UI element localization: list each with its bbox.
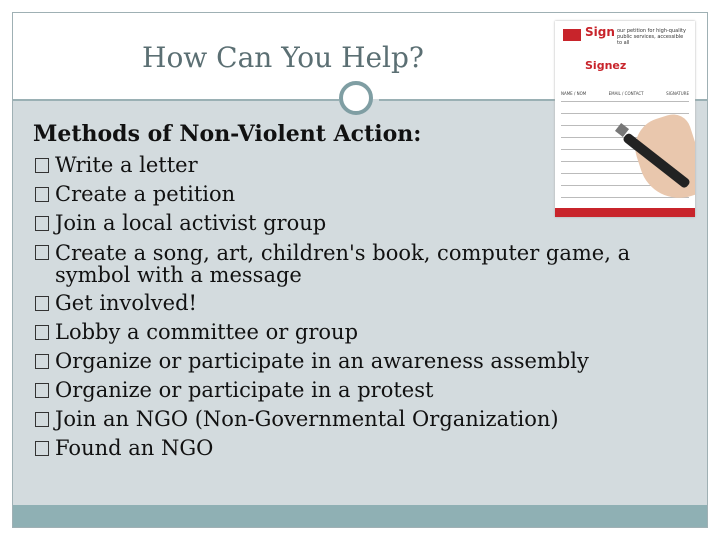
square-bullet-icon: [35, 296, 49, 311]
content-heading: Methods of Non-Violent Action:: [33, 121, 422, 147]
bullet-text: Get involved!: [55, 291, 197, 315]
square-bullet-icon: [35, 383, 49, 398]
bullet-item: [33, 209, 673, 238]
bullet-item: [33, 405, 673, 434]
petition-col-email: EMAIL / CONTACT: [608, 91, 644, 96]
petition-tagline: our petition for high-quality public services, accessible to all: [617, 28, 686, 46]
bullet-item: [33, 318, 673, 347]
bullet-text: Write a letter: [55, 153, 198, 177]
bullet-item: [33, 376, 673, 405]
footer-bar: [13, 505, 707, 527]
slide-title: How Can You Help?: [142, 41, 424, 74]
circle-ornament-icon: [339, 81, 373, 115]
bullet-item: [33, 238, 673, 289]
bullet-text: Organize or participate in an awareness assembly: [55, 349, 589, 373]
square-bullet-icon: [35, 325, 49, 340]
slide: [12, 12, 708, 528]
square-bullet-icon: [35, 216, 49, 231]
square-bullet-icon: [35, 412, 49, 427]
bullet-item: [33, 180, 673, 209]
square-bullet-icon: [35, 354, 49, 369]
bullet-text: Create a song, art, children's book, computer game, a symbol with a message: [55, 241, 631, 287]
bullet-list: [33, 151, 673, 463]
petition-col-name: NAME / NOM: [561, 91, 587, 96]
square-bullet-icon: [35, 441, 49, 456]
bullet-item: [33, 347, 673, 376]
bullet-text: Join an NGO (Non-Governmental Organization): [55, 407, 559, 431]
petition-signez-word: Signez: [585, 59, 627, 72]
bullet-text: Create a petition: [55, 182, 236, 206]
bullet-item: [33, 434, 673, 463]
bullet-item: [33, 289, 673, 318]
bullet-text: Found an NGO: [55, 436, 214, 460]
petition-col-signature: SIGNATURE: [666, 91, 689, 96]
square-bullet-icon: [35, 245, 49, 260]
petition-logo-icon: [563, 29, 581, 41]
petition-column-headers: [561, 91, 689, 96]
square-bullet-icon: [35, 158, 49, 173]
bullet-text: Organize or participate in a protest: [55, 378, 434, 402]
petition-row-line: [561, 101, 689, 102]
bullet-text: Join a local activist group: [55, 211, 327, 235]
square-bullet-icon: [35, 187, 49, 202]
petition-sign-word: Sign: [585, 25, 615, 39]
bullet-text: Lobby a committee or group: [55, 320, 359, 344]
bullet-item: [33, 151, 673, 180]
title-divider-left: [13, 99, 339, 101]
slide-content: [33, 121, 673, 463]
